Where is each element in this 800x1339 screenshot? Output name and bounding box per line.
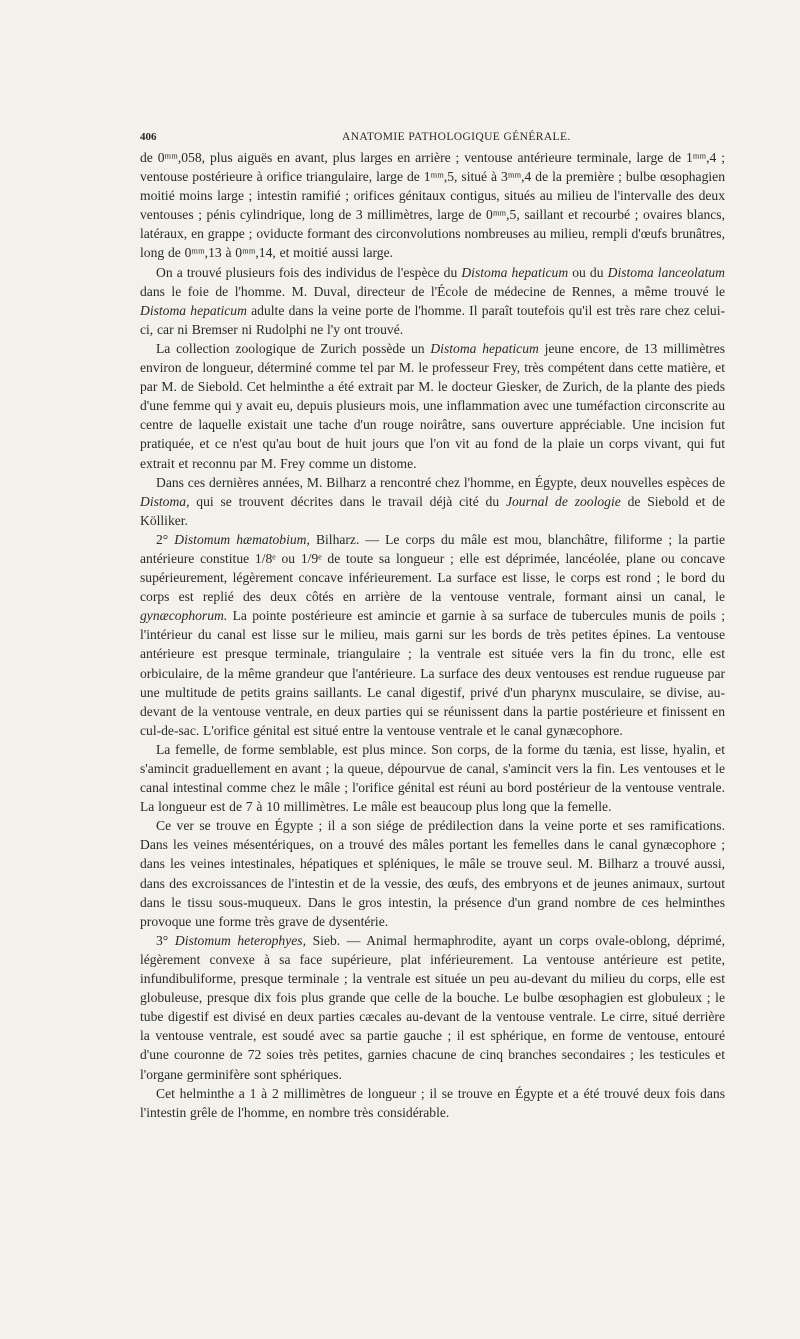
text-run: Sieb. — Animal hermaphrodite, ayant un corps ovale-oblong, déprimé, légèrement convexe à sa face supérieure, plat inférieurement. La ventouse antérieure est petite, infundibuliforme, presque terminale ; la ventrale est située un peu au-devant du milieu du corps, elle est globuleuse, presque dix fois plus grande que celle de la bouche. Le bulbe œsophagien est globuleux ; le tube digestif est divisé en deux parties cæcales au-devant de la ventouse ventrale. Le cirre, situé derrière la ventouse ventrale, est soudé avec sa partie gauche ; il est sphérique, en forme de ventouse, entouré d'une couronne de 72 soies très petites, garnies chacune de cinq branches secondaires ; les testicules et l'organe germinifère sont sphériques.	[140, 932, 725, 1082]
text-run: Cet helminthe a 1 à 2 millimètres de longueur ; il se trouve en Égypte et a été trouvé deux fois dans l'intestin grêle de l'homme, en nombre très considérable.	[140, 1085, 725, 1120]
text-run: La pointe postérieure est amincie et garnie à sa surface de tubercules munis de poils ; l'intérieur du canal est lisse sur le milieu, mais garni sur les bords de très petites épines. La ventouse antérieure est presque terminale, triangulaire ; la ventrale est située vers la fin du tronc, elle est orbiculaire, de la même grandeur que l'antérieure. La surface des deux ventouses est rendue rugueuse par une multitude de petits grains saillants. Le canal digestif, privé d'un pharynx musculaire, se divise, au-devant de la ventouse ventrale, en deux parties qui se réunissent dans la partie postérieure et finissent en cul-de-sac. L'orifice génital est situé entre la ventouse ventrale et le canal gynæcophore.	[140, 608, 725, 738]
text-run: adulte dans la veine porte de l'homme. Il paraît toutefois qu'il est très rare chez celui-ci, car ni Bremser ni Rudolphi ne l'y ont trouvé.	[140, 302, 726, 337]
paragraph-distomum-haematobium	[140, 530, 725, 740]
text-run: de 0ᵐᵐ,058, plus aiguës en avant, plus larges en arrière ; ventouse antérieure terminale, large de 1ᵐᵐ,4 ; ventouse postérieure à orifice triangulaire, large de 1ᵐᵐ,5, situé à 3ᵐᵐ,4 de la première ; bulbe œsophagien moitié moins large ; intestin ramifié ; orifices génitaux contigus, situés au milieu de l'intervalle des deux ventouses ; pénis cylindrique, long de 3 millimètres, large de 0ᵐᵐ,5, saillant et recourbé ; ovaires blancs, latéraux, en grappe ; oviducte formant des circonvolutions nombreuses au milieu, rempli d'œufs brunâtres, long de 0ᵐᵐ,13 à 0ᵐᵐ,14, et moitié aussi large.	[140, 150, 725, 261]
italic-term: Distoma,	[140, 493, 190, 509]
body-text	[140, 148, 725, 1122]
page-header	[140, 131, 725, 147]
paragraph-distoma-hepaticum	[140, 263, 725, 339]
text-run: Dans ces dernières années, M. Bilharz a rencontré chez l'homme, en Égypte, deux nouvelles espèces de	[156, 474, 725, 490]
italic-term: Distoma hepaticum	[461, 264, 569, 280]
running-title: ANATOMIE PATHOLOGIQUE GÉNÉRALE.	[342, 131, 571, 143]
paragraph-distomum-heterophyes	[140, 931, 725, 1084]
paragraph-habitat	[140, 816, 725, 931]
italic-term: Distomum hæmatobium,	[174, 531, 310, 547]
text-run: La femelle, de forme semblable, est plus mince. Son corps, de la forme du tænia, est lisse, hyalin, et s'amincit graduellement en avant ; la queue, dépourvue de canal, s'amincit vers la fin. Les ventouses et le canal intestinal comme chez le mâle ; l'orifice génital est réuni au bord postérieur de la ventouse ventrale. La longueur est de 7 à 10 millimètres. Le mâle est beaucoup plus long que la femelle.	[140, 741, 725, 815]
text-run: Ce ver se trouve en Égypte ; il a son siége de prédilection dans la veine porte et ses ramifications. Dans les veines mésentériques, on a trouvé des mâles portant les femelles dans le canal gynæcophore ; dans les veines intestinales, hépatiques et spléniques, le mâle se trouve seul. M. Bilharz a trouvé aussi, dans des excroissances de l'intestin et de la vessie, des œufs, des embryons et de jeunes animaux, surtout dans le tissu sous-muqueux. Dans le gros intestin, la présence d'un grand nombre de ces helminthes provoque une forme très grave de dysentérie.	[140, 818, 725, 929]
text-run: ou du	[568, 264, 608, 280]
paragraph-continuation	[140, 148, 725, 263]
italic-term: Distoma lanceolatum	[607, 264, 725, 280]
text-run: jeune encore, de 13 millimètres environ de longueur, déterminé comme tel par M. le professeur Frey, très compétent dans cette matière, et par M. de Siebold. Cet helminthe a été extrait par M. le docteur Giesker, de Zurich, de la plante des pieds d'une femme qui y avait eu, depuis plusieurs mois, une inflammation avec une tuméfaction circonscrite au centre de laquelle existait une tache d'un rouge noirâtre, sans ouverture appréciable. Une incision fut pratiquée, et ce n'est qu'au bout de huit jours que l'on vit au fond de la plaie un corps vivant, qui fut extrait et reconnu par M. Frey comme un distome.	[140, 340, 726, 471]
paragraph-size	[140, 1084, 725, 1122]
text-run: 3°	[156, 932, 175, 948]
paragraph-female	[140, 740, 725, 816]
italic-term: gynæcophorum.	[140, 608, 228, 624]
italic-term: Distomum heterophyes,	[174, 932, 306, 948]
page-number: 406	[140, 131, 157, 143]
text-run: dans le foie de l'homme. M. Duval, directeur de l'École de médecine de Rennes, a même trouvé le	[140, 283, 725, 299]
text-run: de Siebold et de Kölliker.	[140, 493, 726, 528]
text-run: 2°	[156, 531, 175, 547]
text-run: La collection zoologique de Zurich possède un	[156, 340, 431, 356]
paragraph-zurich-collection	[140, 339, 725, 473]
paragraph-bilharz-species	[140, 473, 725, 530]
italic-term: Distoma hepaticum	[140, 302, 247, 318]
italic-term: Journal de zoologie	[505, 493, 621, 509]
text-run: qui se trouvent décrites dans le travail déjà cité du	[189, 493, 506, 509]
text-run: Bilharz. — Le corps du mâle est mou, blanchâtre, filiforme ; la partie antérieure constitue 1/8ᵉ ou 1/9ᵉ de toute sa longueur ; elle est déprimée, lancéolée, plane ou concave supérieurement, légèrement concave inférieurement. La surface est lisse, le corps est rond ; le bord du corps est replié des deux côtés en arrière de la ventouse ventrale, formant ainsi un canal, le	[140, 531, 725, 605]
italic-term: Distoma hepaticum	[430, 340, 539, 356]
text-run: On a trouvé plusieurs fois des individus de l'espèce du	[156, 264, 462, 280]
